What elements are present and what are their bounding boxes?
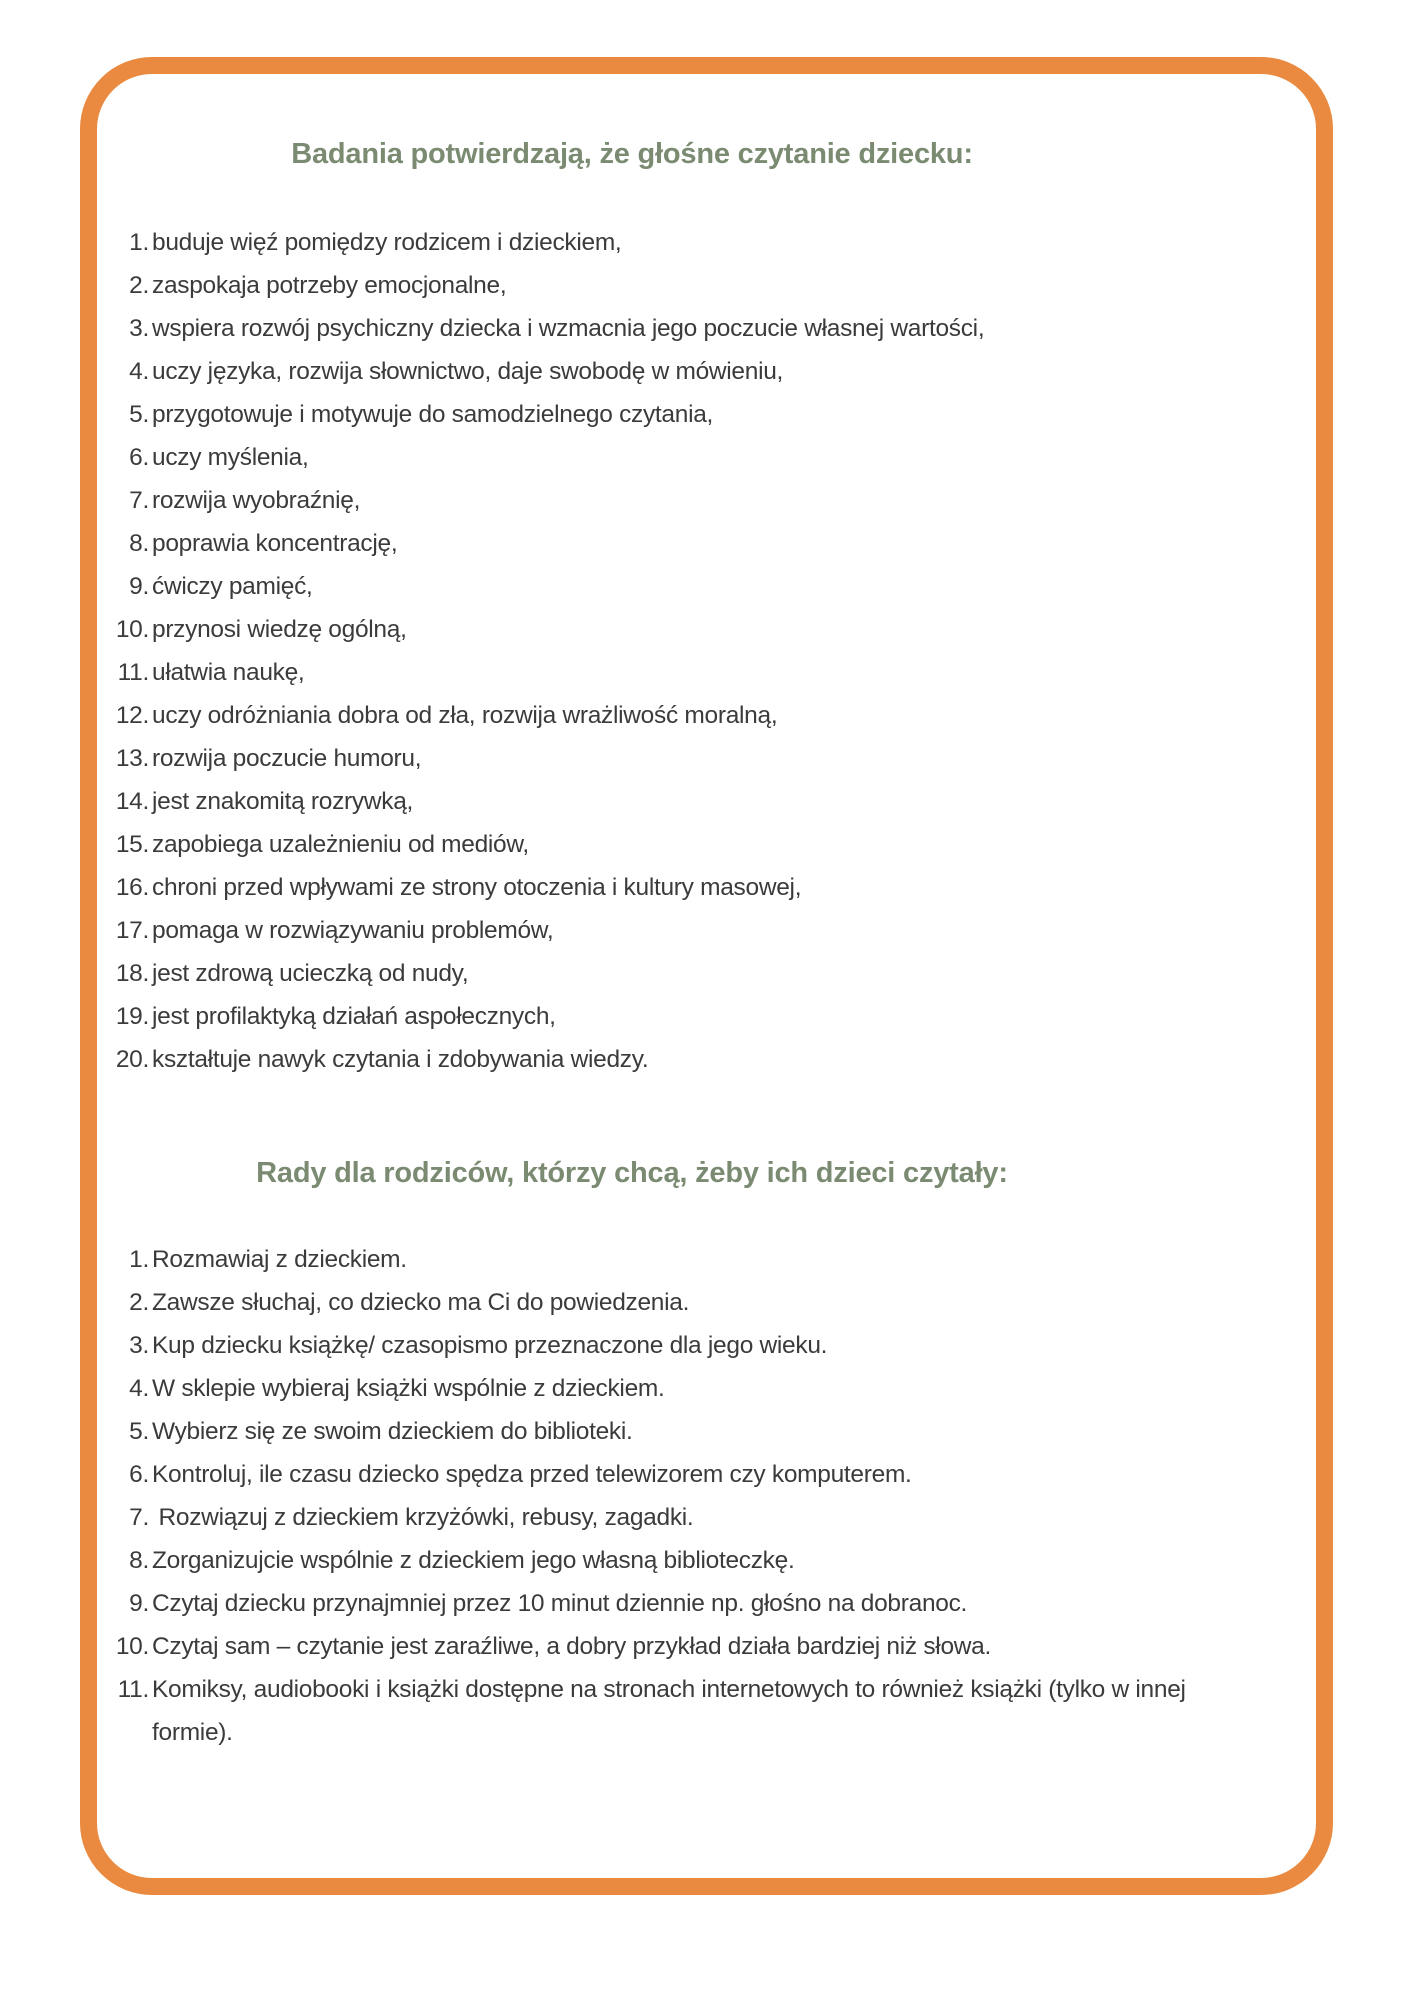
benefit-item: jest profilaktyką działań aspołecznych, — [152, 1003, 556, 1030]
benefits-section-heading: Badania potwierdzają, że głośne czytanie dziecku: — [291, 138, 973, 170]
benefit-item: chroni przed wpływami ze strony otoczenia i kultury masowej, — [152, 874, 802, 901]
benefit-item: ćwiczy pamięć, — [152, 573, 313, 600]
benefit-item: uczy myślenia, — [152, 444, 309, 471]
benefit-item: poprawia koncentrację, — [152, 530, 398, 557]
advice-item: Wybierz się ze swoim dzieckiem do biblioteki. — [152, 1418, 633, 1445]
benefit-item: ułatwia naukę, — [152, 659, 305, 686]
benefit-item: rozwija wyobraźnię, — [152, 487, 361, 514]
advice-item: Komiksy, audiobooki i książki dostępne na stronach internetowych to również książki (tylko w innej formie). — [152, 1676, 1193, 1746]
advice-item: Rozmawiaj z dzieckiem. — [152, 1246, 407, 1273]
advice-item: Kontroluj, ile czasu dziecko spędza przed telewizorem czy komputerem. — [152, 1461, 912, 1488]
benefits-list — [112, 221, 1196, 1081]
advice-item: W sklepie wybieraj książki wspólnie z dzieckiem. — [152, 1375, 665, 1402]
document-content — [112, 0, 1196, 1754]
benefit-item: zaspokaja potrzeby emocjonalne, — [152, 272, 507, 299]
advice-section-heading: Rady dla rodziców, którzy chcą, żeby ich dzieci czytały: — [256, 1157, 1008, 1189]
benefit-item: jest znakomitą rozrywką, — [152, 788, 414, 815]
benefit-item: rozwija poczucie humoru, — [152, 745, 422, 772]
benefit-item: pomaga w rozwiązywaniu problemów, — [152, 917, 554, 944]
advice-item: Rozwiązuj z dzieckiem krzyżówki, rebusy, zagadki. — [152, 1504, 694, 1531]
benefit-item: przynosi wiedzę ogólną, — [152, 616, 407, 643]
benefit-item: buduje więź pomiędzy rodzicem i dzieckiem, — [152, 229, 622, 256]
advice-item: Zorganizujcie wspólnie z dzieckiem jego własną biblioteczkę. — [152, 1547, 795, 1574]
benefit-item: przygotowuje i motywuje do samodzielnego czytania, — [152, 401, 714, 428]
advice-list — [112, 1238, 1196, 1754]
benefit-item: kształtuje nawyk czytania i zdobywania wiedzy. — [152, 1046, 649, 1073]
advice-item: Kup dziecku książkę/ czasopismo przeznaczone dla jego wieku. — [152, 1332, 828, 1359]
advice-item: Zawsze słuchaj, co dziecko ma Ci do powiedzenia. — [152, 1289, 690, 1316]
benefit-item: uczy języka, rozwija słownictwo, daje swobodę w mówieniu, — [152, 358, 784, 385]
advice-item: Czytaj sam – czytanie jest zaraźliwe, a dobry przykład działa bardziej niż słowa. — [152, 1633, 992, 1660]
advice-item: Czytaj dziecku przynajmniej przez 10 minut dziennie np. głośno na dobranoc. — [152, 1590, 968, 1617]
benefit-item: wspiera rozwój psychiczny dziecka i wzmacnia jego poczucie własnej wartości, — [152, 315, 985, 342]
benefit-item: zapobiega uzależnieniu od mediów, — [152, 831, 529, 858]
benefit-item: jest zdrową ucieczką od nudy, — [152, 960, 469, 987]
benefit-item: uczy odróżniania dobra od zła, rozwija wrażliwość moralną, — [152, 702, 778, 729]
